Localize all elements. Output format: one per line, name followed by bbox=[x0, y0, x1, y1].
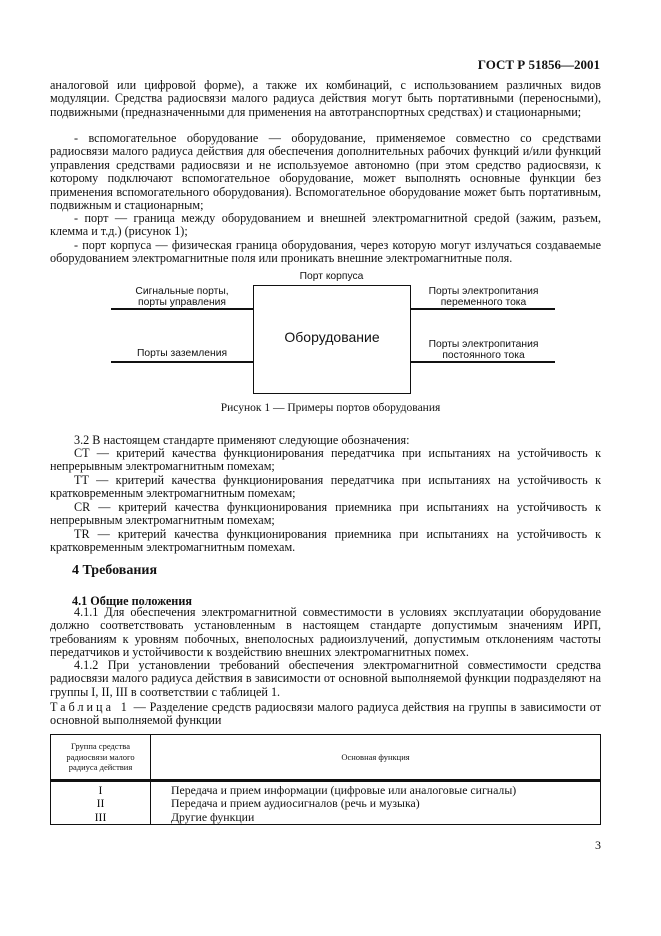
paragraph-4-1-2: 4.1.2 При установлении требований обеспечения электромагнитной совместимости средства радиосвязи малого радиуса действия в зависимости от основной выполняемой функции подразделяют на группы I, II, III в соответствии с таблицей 1. bbox=[50, 658, 601, 699]
page-number: 3 bbox=[595, 838, 601, 852]
table-1-label: Таблица 1 bbox=[50, 700, 130, 714]
paragraph-auxiliary-equipment: - вспомогательное оборудование — оборудование, применяемое совместно со средствами радиосвязи малого радиуса действия для обеспечения дополнительных рабочих функций и/или функций управления средствами радиосвязи и не используемое автономно (при этом средство радиосвязи, к которому подключают вспомогательное оборудование, может выполнять основные функции без применения вспомогательного оборудования). Вспомогательное оборудование может быть портативным, подвижным и стационарным; bbox=[50, 131, 601, 213]
definition-tt: TT — критерий качества функционирования передатчика при испытаниях на устойчивость к кратковременным электромагнитным помехам; bbox=[50, 473, 601, 501]
table-1-caption-text: — Разделение средств радиосвязи малого радиуса действия на группы в зависимости от основной выполняемой функции bbox=[50, 700, 602, 728]
column-header-function: Основная функция bbox=[151, 735, 601, 781]
table-header-row bbox=[51, 735, 601, 781]
section-4-1-heading: 4.1 Общие положения bbox=[72, 594, 192, 608]
paragraph-continuation: аналоговой или цифровой форме), а также их комбинаций, с использованием различных видов модуляции. Средства радиосвязи малого радиуса действия могут быть портативными (переносными), подвижными (предназначенными для применения на автотранспортных средствах) и стационарными; bbox=[50, 78, 601, 119]
definition-tr: TR — критерий качества функционирования приемника при испытаниях на устойчивость к кратковременным электромагнитным помехам. bbox=[50, 527, 601, 555]
label-enclosure-port: Порт корпуса bbox=[299, 271, 364, 282]
paragraph-port: - порт — граница между оборудованием и внешней электромагнитной средой (зажим, разъем, клемма и т.д.) (рисунок 1); bbox=[50, 211, 601, 239]
group-cell: III bbox=[51, 811, 151, 825]
label-ac-power-2: переменного тока bbox=[440, 297, 527, 308]
definition-ct: CT — критерий качества функционирования передатчика при испытаниях на устойчивость к непрерывным электромагнитным помехам; bbox=[50, 446, 601, 474]
section-3-2-intro: 3.2 В настоящем стандарте применяют следующие обозначения: bbox=[74, 433, 410, 447]
label-signal-ports-1: Сигнальные порты, bbox=[135, 286, 229, 297]
table-1 bbox=[50, 734, 601, 825]
section-4-heading: 4 Требования bbox=[72, 563, 158, 578]
label-dc-power-1: Порты электропитания bbox=[428, 339, 539, 350]
function-cell: Другие функции bbox=[151, 811, 601, 825]
label-dc-power-2: постоянного тока bbox=[442, 350, 525, 361]
label-ac-power-1: Порты электропитания bbox=[428, 286, 539, 297]
dc-power-line bbox=[411, 361, 555, 363]
function-cell: Передача и прием информации (цифровые или аналоговые сигналы) bbox=[151, 781, 601, 798]
label-signal-ports-2: порты управления bbox=[138, 297, 226, 308]
group-cell: II bbox=[51, 797, 151, 810]
paragraph-enclosure-port: - порт корпуса — физическая граница оборудования, через которую могут излучаться создаваемые оборудованием электромагнитные поля или проникать внешние электромагнитные поля. bbox=[50, 238, 601, 266]
function-cell: Передача и прием аудиосигналов (речь и музыка) bbox=[151, 797, 601, 810]
ground-port-line bbox=[111, 361, 253, 363]
figure-caption: Рисунок 1 — Примеры портов оборудования bbox=[220, 402, 441, 414]
column-header-group: Группа средства радиосвязи малого радиуса действия bbox=[51, 735, 151, 781]
paragraph-4-1-1: 4.1.1 Для обеспечения электромагнитной совместимости в условиях эксплуатации оборудование должно соответствовать установленным в настоящем стандарте допустимым значениям ИРП, требованиям к уровням побочных, внеполосных радиоизлучений, допустимым отклонениям частоты передатчиков и устойчивости к воздействию внешних электромагнитных помех. bbox=[50, 605, 601, 660]
label-ground-ports: Порты заземления bbox=[136, 348, 228, 359]
table-row bbox=[51, 811, 601, 825]
table-row bbox=[51, 781, 601, 798]
document-id-header: ГОСТ Р 51856—2001 bbox=[477, 57, 600, 72]
table-row bbox=[51, 797, 601, 810]
ac-power-line bbox=[411, 308, 555, 310]
group-cell: I bbox=[51, 781, 151, 798]
table-1-caption bbox=[50, 701, 601, 728]
signal-port-line bbox=[111, 308, 253, 310]
definition-cr: CR — критерий качества функционирования приемника при испытаниях на устойчивость к непрерывным электромагнитным помехам; bbox=[50, 500, 601, 528]
equipment-box-label: Оборудование bbox=[284, 329, 380, 345]
